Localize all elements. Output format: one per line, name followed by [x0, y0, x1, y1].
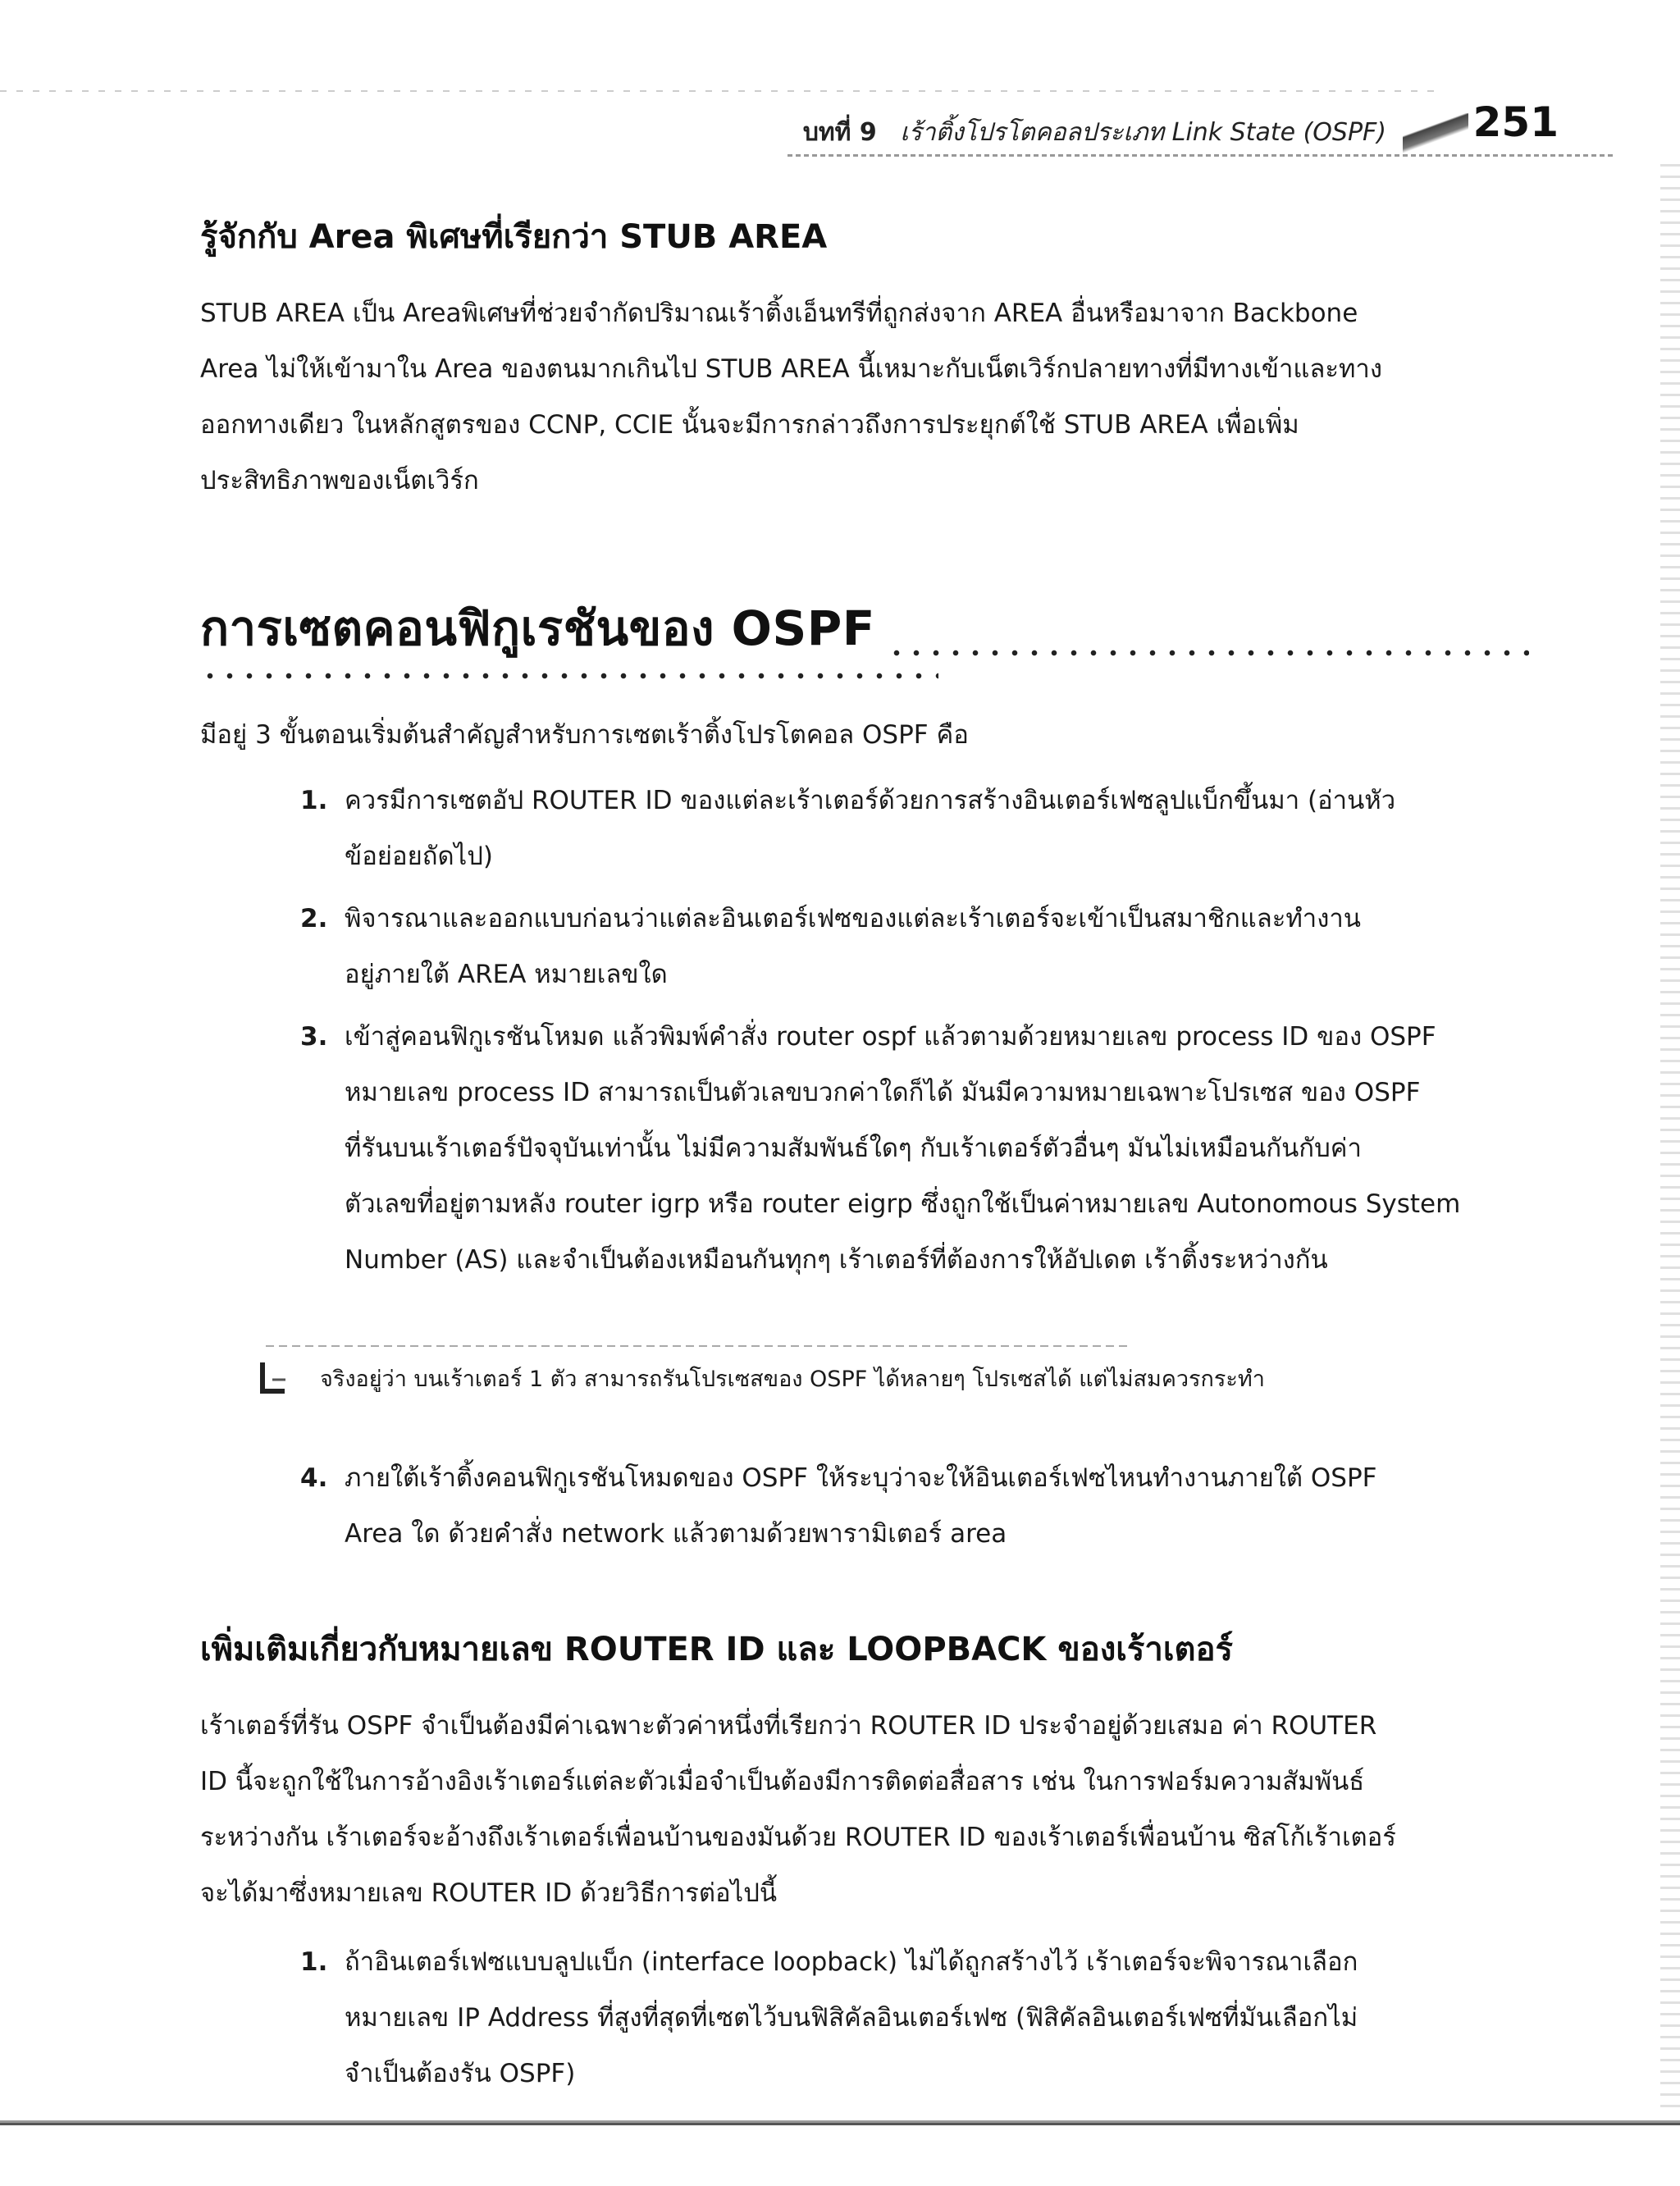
step-line: หมายเลข process ID สามารถเป็นตัวเลขบวกค่าใดก็ได้ มันมีความหมายเฉพาะโปรเซส ของ OSPF	[345, 1078, 1421, 1107]
note-text: จริงอยู่ว่า บนเร้าเตอร์ 1 ตัว สามารถรันโปรเซสของ OSPF ได้หลายๆ โปรเซสได้ แต่ไม่สมควรกระทำ	[320, 1367, 1265, 1392]
router-id-paragraph	[200, 1698, 1529, 1921]
header-text	[803, 113, 1386, 152]
pointing-hand-icon	[258, 1360, 290, 1396]
list-item	[300, 1934, 1529, 2102]
step-line: ภายใต้เร้าติ้งคอนฟิกูเรชันโหมดของ OSPF ให้ระบุว่าจะให้อินเตอร์เฟซไหนทำงานภายใต้ OSPF	[345, 1463, 1377, 1493]
page-number: 251	[1472, 98, 1559, 146]
paragraph-line: STUB AREA เป็น Areaพิเศษที่ช่วยจำกัดปริมาณเร้าติ้งเอ็นทรีที่ถูกส่งจาก AREA อื่นหรือมาจาก Backbone	[200, 299, 1358, 328]
header-chapter: บทที่ 9	[802, 118, 877, 147]
step-line: จำเป็นต้องรัน OSPF)	[345, 2059, 576, 2088]
paragraph-line: จะได้มาซึ่งหมายเลข ROUTER ID ด้วยวิธีการต่อไปนี้	[200, 1878, 778, 1908]
step-number: 1.	[300, 1947, 328, 1977]
header-title: เร้าติ้งโปรโตคอลประเภท Link State (OSPF)	[900, 118, 1386, 147]
step-number: 2.	[300, 904, 328, 933]
step-line: Area ใด ด้วยคำสั่ง network แล้วตามด้วยพารามิเตอร์ area	[345, 1519, 1007, 1549]
step-line: Number (AS) และจำเป็นต้องเหมือนกันทุกๆ เร้าเตอร์ที่ต้องการให้อัปเดต เร้าติ้งระหว่างกัน	[345, 1245, 1328, 1275]
step-line: ถ้าอินเตอร์เฟซแบบลูปแบ็ก (interface loopback) ไม่ได้ถูกสร้างไว้ เร้าเตอร์จะพิจารณาเลือก	[345, 1947, 1358, 1977]
ospf-config-heading-row	[200, 600, 1529, 666]
step-line: หมายเลข IP Address ที่สูงที่สุดที่เซตไว้บนฟิสิคัลอินเตอร์เฟซ (ฟิสิคัลอินเตอร์เฟซที่มันเลือกไม่	[345, 2003, 1358, 2033]
step-number: 1.	[300, 786, 328, 815]
config-intro: มีอยู่ 3 ขั้นตอนเริ่มต้นสำคัญสำหรับการเซตเร้าติ้งโปรโตคอล OSPF คือ	[200, 720, 969, 750]
step-number: 4.	[300, 1463, 328, 1493]
step-line: เข้าสู่คอนฟิกูเรชันโหมด แล้วพิมพ์คำสั่ง router ospf แล้วตามด้วยหมายเลข process ID ของ OSPF	[345, 1022, 1436, 1052]
paragraph-line: เร้าเตอร์ที่รัน OSPF จำเป็นต้องมีค่าเฉพาะตัวค่าหนึ่งที่เรียกว่า ROUTER ID ประจำอยู่ด้วยเสมอ ค่า ROUTER	[200, 1711, 1377, 1741]
list-item	[300, 1009, 1529, 1288]
step-line: อยู่ภายใต้ AREA หมายเลขใด	[345, 960, 668, 989]
ospf-config-heading: การเซตคอนฟิกูเรชันของ OSPF	[200, 600, 875, 656]
step-line: พิจารณาและออกแบบก่อนว่าแต่ละอินเตอร์เฟซของแต่ละเร้าเตอร์จะเข้าเป็นสมาชิกและทำงาน	[345, 904, 1361, 933]
config-steps-list-continued	[200, 1450, 1529, 1562]
heading-dotted-leader	[887, 648, 1529, 658]
router-id-heading: เพิ่มเติมเกี่ยวกับหมายเลข ROUTER ID และ LOOPBACK ของเร้าเตอร์	[200, 1631, 1234, 1668]
step-line: ตัวเลขที่อยู่ตามหลัง router igrp หรือ router eigrp ซึ่งถูกใช้เป็นค่าหมายเลข Autonomous System	[345, 1189, 1461, 1219]
list-item	[300, 891, 1529, 1002]
right-scan-edge	[1660, 164, 1680, 2116]
stub-area-paragraph	[200, 285, 1529, 509]
list-item	[300, 773, 1529, 884]
header-swoosh-graphic	[1403, 113, 1468, 154]
paragraph-line: ระหว่างกัน เร้าเตอร์จะอ้างถึงเร้าเตอร์เพื่อนบ้านของมันด้วย ROUTER ID ของเร้าเตอร์เพื่อนบ้าน ซิสโก้เร้าเตอร์	[200, 1823, 1396, 1852]
step-line: ข้อย่อยถัดไป)	[345, 842, 494, 871]
list-item	[300, 1450, 1529, 1562]
note-rule	[266, 1345, 1127, 1347]
stub-area-heading: รู้จักกับ Area พิเศษที่เรียกว่า STUB AREA	[200, 218, 828, 256]
router-id-steps-list	[200, 1934, 1529, 2102]
paragraph-line: ออกทางเดียว ในหลักสูตรของ CCNP, CCIE นั้นจะมีการกล่าวถึงการประยุกต์ใช้ STUB AREA เพื่อเพิ่ม	[200, 410, 1299, 440]
paragraph-line: Area ไม่ให้เข้ามาใน Area ของตนมากเกินไป STUB AREA นี้เหมาะกับเน็ตเวิร์กปลายทางที่มีทางเข้าและทาง	[200, 354, 1382, 384]
paragraph-line: ประสิทธิภาพของเน็ตเวิร์ก	[200, 466, 479, 495]
note-box	[200, 1345, 1529, 1411]
step-number: 3.	[300, 1022, 328, 1052]
config-steps-list	[200, 773, 1529, 1288]
heading-dotted-underline	[200, 671, 938, 681]
page-content	[200, 205, 1529, 2102]
top-scan-rule	[0, 90, 1436, 92]
step-line: ควรมีการเซตอัป ROUTER ID ของแต่ละเร้าเตอร์ด้วยการสร้างอินเตอร์เฟซลูปแบ็กขึ้นมา (อ่านหัว	[345, 786, 1396, 815]
step-line: ที่รันบนเร้าเตอร์ปัจจุบันเท่านั้น ไม่มีความสัมพันธ์ใดๆ กับเร้าเตอร์ตัวอื่นๆ มันไม่เหมือนกันกับค่า	[345, 1134, 1362, 1163]
header-rule	[788, 154, 1616, 157]
paragraph-line: ID นี้จะถูกใช้ในการอ้างอิงเร้าเตอร์แต่ละตัวเมื่อจำเป็นต้องมีการติดต่อสื่อสาร เช่น ในการฟอร์มความสัมพันธ์	[200, 1767, 1365, 1796]
bottom-scan-rule	[0, 2120, 1680, 2127]
